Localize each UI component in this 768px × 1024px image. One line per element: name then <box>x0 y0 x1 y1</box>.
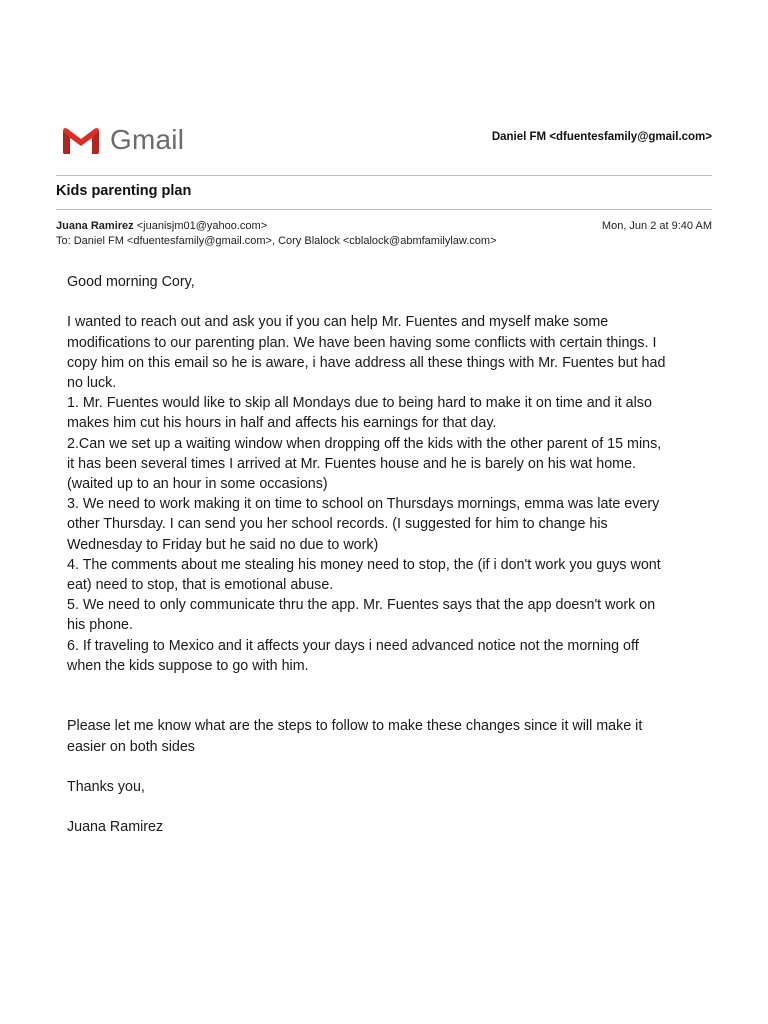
sender-line <box>56 219 712 234</box>
gmail-m-icon <box>62 125 100 155</box>
signature: Juana Ramirez <box>67 819 164 836</box>
header-divider <box>56 175 712 176</box>
gmail-wordmark: Gmail <box>110 124 185 155</box>
sender-name: Juana Ramirez <box>56 220 134 232</box>
body-paragraph: I wanted to reach out and ask you if you can help Mr. Fuentes and myself make some modifications to our parenting plan. We have been having some conflicts with certain things. I copy him on this email so he is aware, i have address all these things with Mr. Fuentes but had no luck. 1. Mr. Fuentes would like to skip all Mondays due to being hard to make it on time and it also makes him cut his hours in half and affects his earnings for that day. 2.Can we set up a waiting window when dropping off the kids with the other parent of 15 mins, it has been several times I arrived at Mr. Fuentes house and he is barely on his wat home. (waited up to an hour in some occasions) 3. We need to work making it on time to school on Thursdays mornings, emma was late every other Thursday. I can send you her school records. (I suggested for him to change his Wednesday to Friday but he said no due to work) 4. The comments about me stealing his money need to stop, the (if i don't work you guys wont eat) need to stop, that is emotional abuse. 5. We need to only communicate thru the app. Mr. Fuentes says that the app doesn't work on his phone. 6. If traveling to Mexico and it affects your days i need advanced notice not the morning off when the kids suppose to go with him. <box>67 314 666 674</box>
recipients-line: To: Daniel FM <dfuentesfamily@gmail.com>, Cory Blalock <cblalock@abmfamilylaw.com> <box>56 235 497 247</box>
greeting: Good morning Cory, <box>67 274 195 290</box>
signoff: Thanks you, <box>67 779 145 796</box>
closing-request: Please let me know what are the steps to follow to make these changes since it will make it easier on both sides <box>67 718 643 755</box>
account-identity: Daniel FM <dfuentesfamily@gmail.com> <box>491 131 712 143</box>
print-header <box>56 115 712 163</box>
email-body <box>67 272 717 838</box>
sender-email: <juanisjm01@yahoo.com> <box>136 220 268 232</box>
email-subject: Kids parenting plan <box>56 183 192 199</box>
email-date: Mon, Jun 2 at 9:40 AM <box>601 220 712 232</box>
subject-divider <box>56 209 712 210</box>
gmail-logo <box>62 120 184 160</box>
email-meta <box>56 219 712 249</box>
